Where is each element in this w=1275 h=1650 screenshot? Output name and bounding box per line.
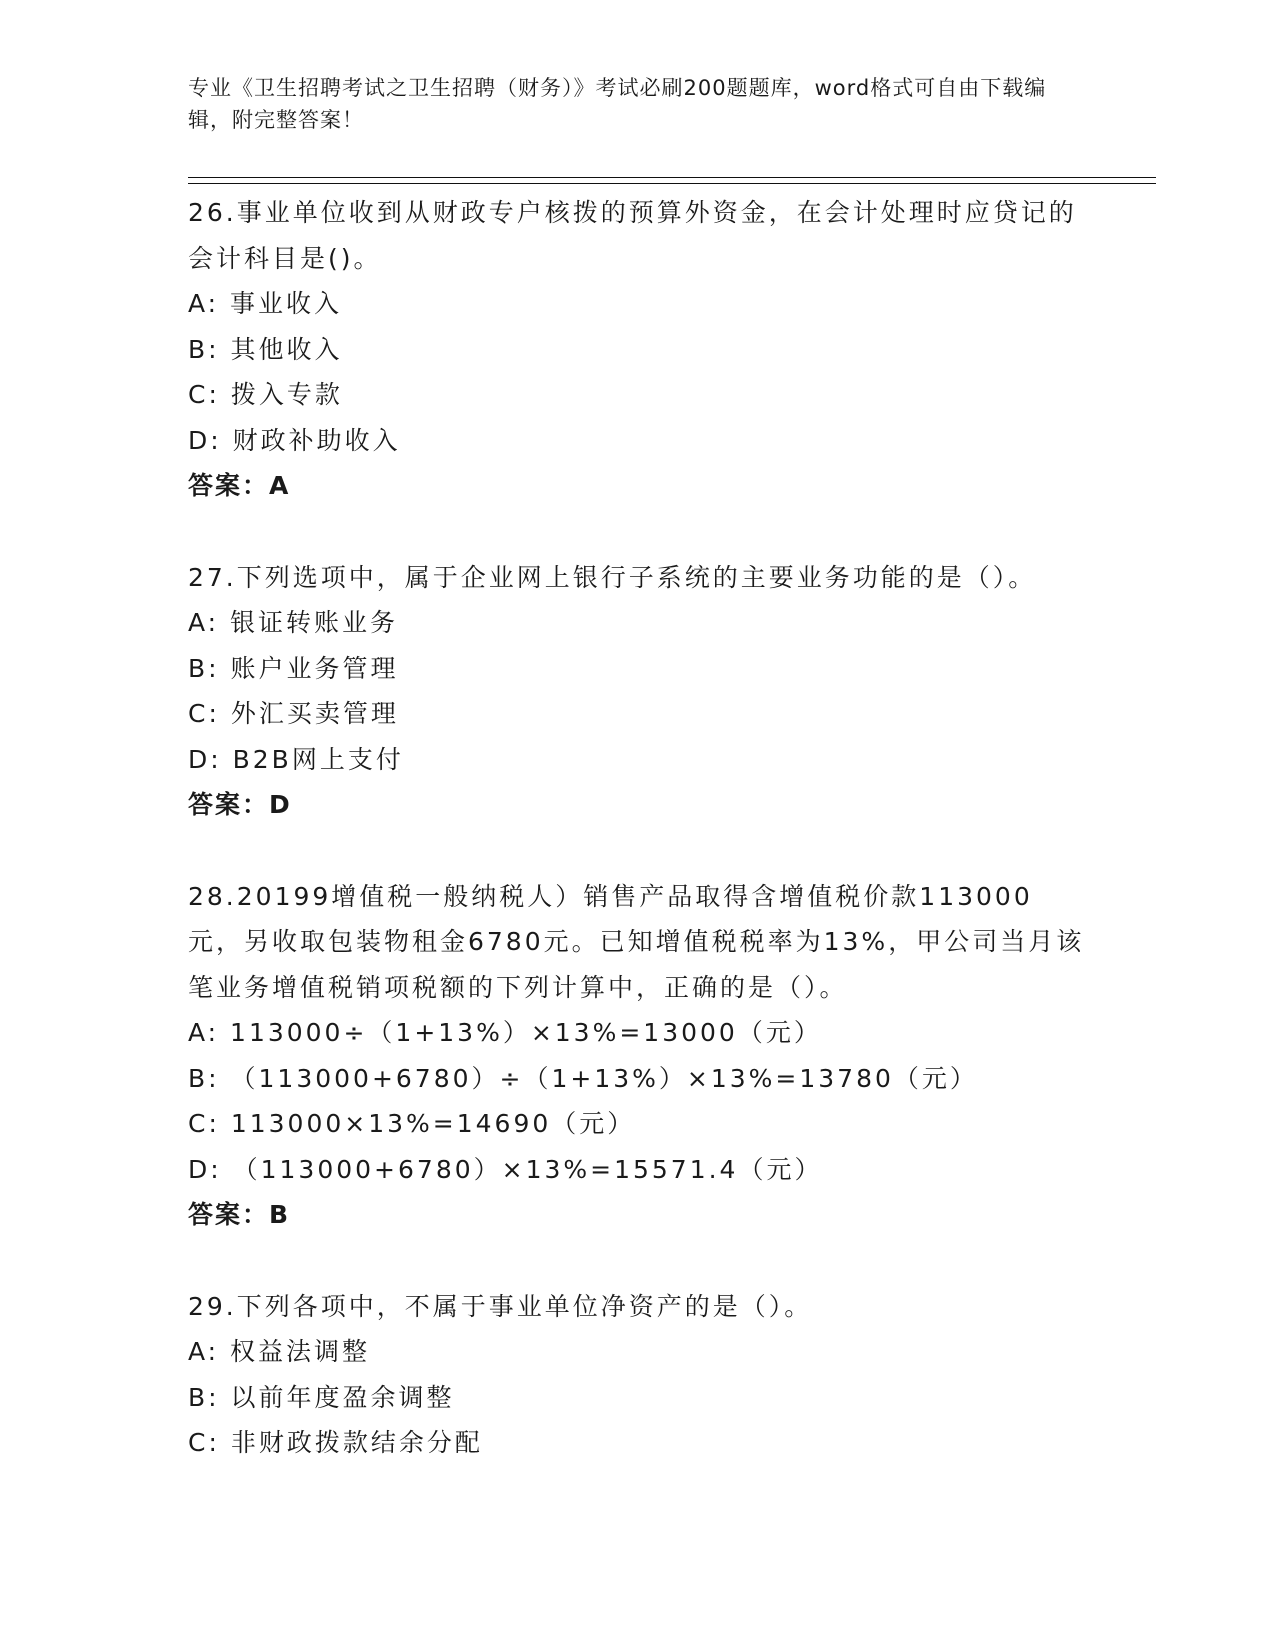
answer-line [188,782,1088,828]
option-d: D: 财政补助收入 [188,425,401,455]
option-a: A: 113000÷（1+13%）×13%=13000（元） [188,1018,822,1047]
option-c: C: 非财政拨款结余分配 [188,1428,483,1457]
option-b: B: （113000+6780）÷（1+13%）×13%=13780（元） [188,1063,978,1093]
option-b: B: 其他收入 [188,334,343,364]
option-d: D: B2B网上支付 [188,744,404,774]
option-a: A: 权益法调整 [188,1337,371,1366]
answer-label: 答案： [188,790,270,819]
question-stem: 27.下列选项中，属于企业网上银行子系统的主要业务功能的是（）。 [188,562,1037,592]
question-list [188,190,1088,1512]
option-c: C: 113000×13%=14690（元） [188,1109,636,1138]
question-stem: 29.下列各项中，不属于事业单位净资产的是（）。 [188,1291,813,1321]
option-c: C: 拨入专款 [188,380,343,409]
answer-line [188,1192,1088,1238]
question-26 [188,190,1088,509]
question-28 [188,874,1088,1238]
answer-line [188,463,1088,509]
option-b: B: 账户业务管理 [188,653,399,683]
answer-label: 答案： [188,471,270,500]
question-29 [188,1284,1088,1466]
question-27 [188,555,1088,828]
option-a: A: 银证转账业务 [188,608,399,637]
option-b: B: 以前年度盈余调整 [188,1382,455,1412]
header-rule-bottom [188,183,1156,184]
question-stem: 28.20199增值税一般纳税人）销售产品取得含增值税价款113000元，另收取包装物租金6780元。已知增值税税率为13%，甲公司当月该笔业务增值税销项税额的下列计算中，正确的是（）。 [188,881,1085,1002]
answer-value: A [269,471,291,500]
answer-label: 答案： [188,1200,270,1229]
header-rule-top [188,177,1156,178]
page-header: 专业《卫生招聘考试之卫生招聘（财务）》考试必刷200题题库，word格式可自由下载编辑，附完整答案！ [188,76,1047,132]
answer-value: D [269,790,292,819]
answer-value: B [269,1200,291,1229]
option-a: A: 事业收入 [188,289,343,318]
option-d: D: （113000+6780）×13%=15571.4（元） [188,1154,823,1184]
option-c: C: 外汇买卖管理 [188,699,399,728]
question-stem: 26.事业单位收到从财政专户核拨的预算外资金，在会计处理时应贷记的会计科目是()。 [188,198,1077,273]
